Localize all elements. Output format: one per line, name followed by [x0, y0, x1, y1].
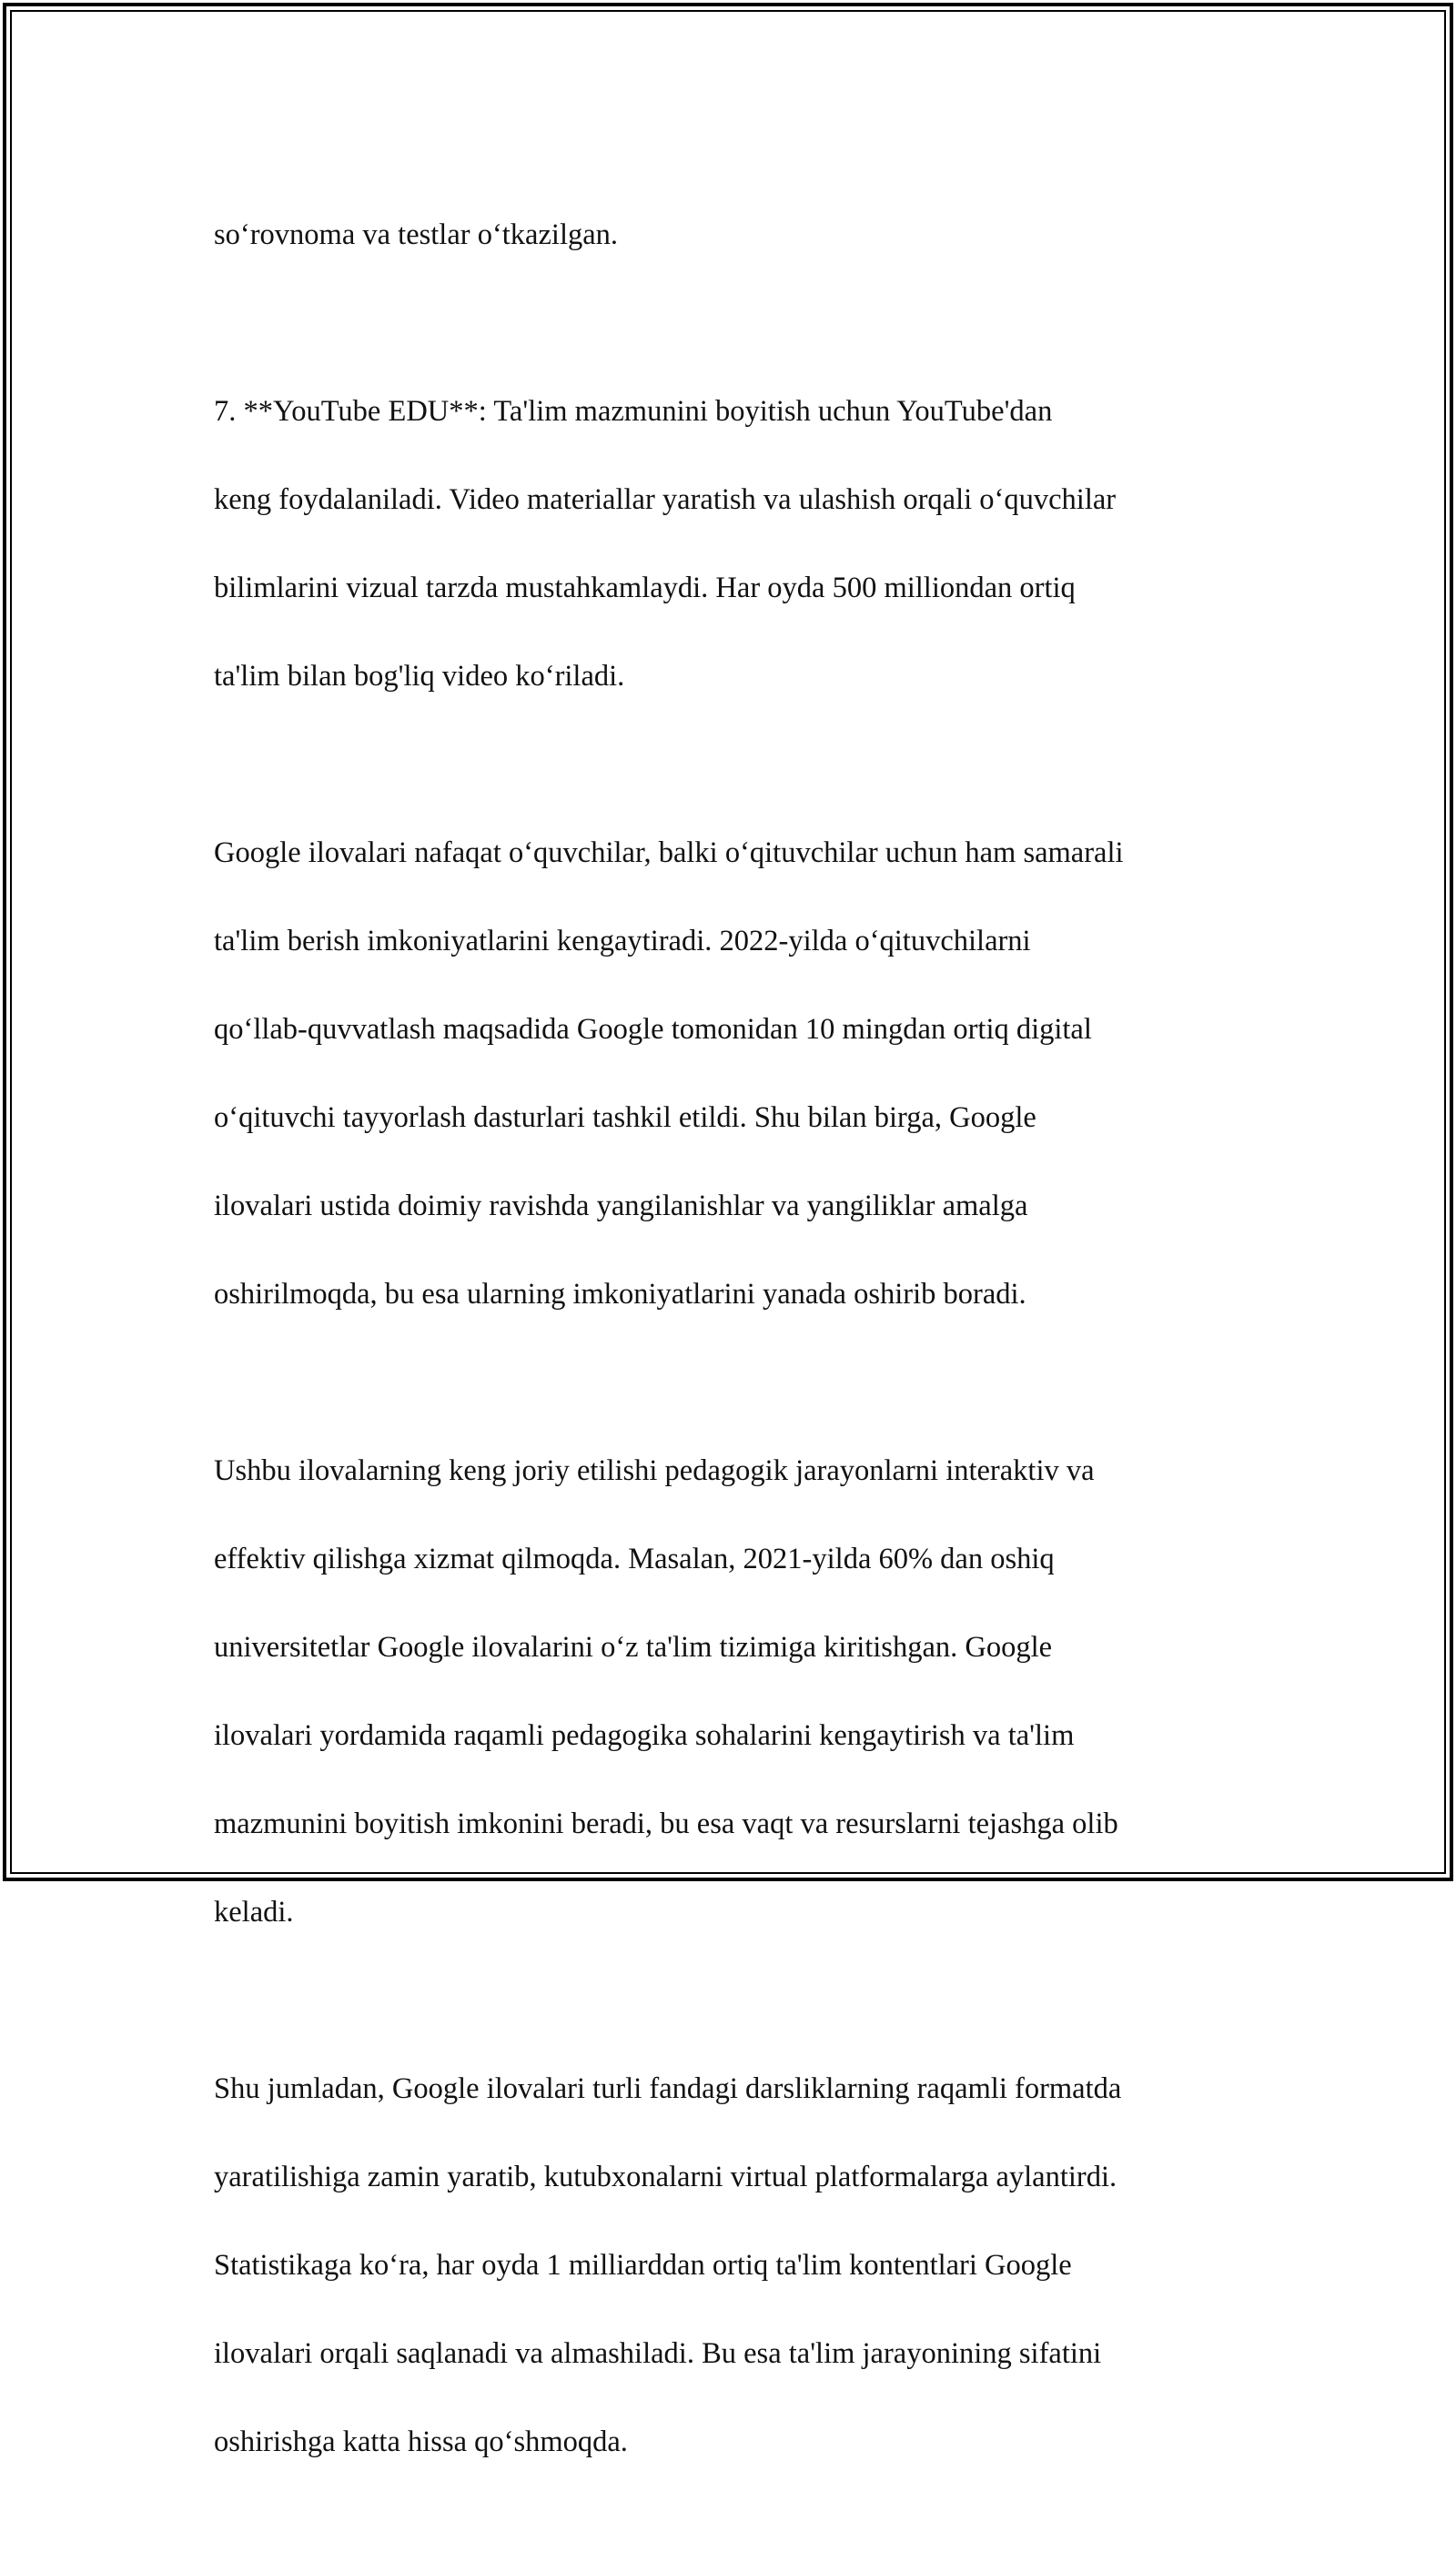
paragraph-university-adoption	[214, 1404, 1251, 1979]
text-line: Shu jumladan, Google ilovalari turli fandagi darsliklarning raqamli formatda	[214, 2071, 1122, 2105]
text-line: universitetlar Google ilovalarini o‘z ta'lim tizimiga kiritishgan. Google	[214, 1630, 1053, 1664]
text-line: o‘qituvchi tayyorlash dasturlari tashkil etildi. Shu bilan birga, Google	[214, 1100, 1036, 1134]
text-line: effektiv qilishga xizmat qilmoqda. Masalan, 2021-yilda 60% dan oshiq	[214, 1542, 1055, 1575]
text-line: ta'lim bilan bog'liq video ko‘riladi.	[214, 659, 625, 693]
text-line: bilimlarini vizual tarzda mustahkamlaydi. Har oyda 500 milliondan ortiq	[214, 571, 1076, 604]
text-line: so‘rovnoma va testlar o‘tkazilgan.	[214, 218, 619, 251]
text-line: keng foydalaniladi. Video materiallar yaratish va ulashish orqali o‘quvchilar	[214, 482, 1117, 516]
text-line: ilovalari ustida doimiy ravishda yangilanishlar va yangiliklar amalga	[214, 1189, 1028, 1222]
text-line: oshirilmoqda, bu esa ularning imkoniyatlarini yanada oshirib boradi.	[214, 1277, 1026, 1311]
paragraph-teacher-support	[214, 786, 1251, 1361]
text-line: mazmunini boyitish imkonini beradi, bu esa vaqt va resurslarni tejashga olib	[214, 1807, 1118, 1840]
text-line: ta'lim berish imkoniyatlarini kengaytiradi. 2022-yilda o‘qituvchilarni	[214, 924, 1031, 957]
text-line: 7. **YouTube EDU**: Ta'lim mazmunini boyitish uchun YouTube'dan	[214, 394, 1053, 428]
page-body	[214, 168, 1251, 2552]
text-line: Google ilovalari nafaqat o‘quvchilar, balki o‘qituvchilar uchun ham samarali	[214, 835, 1124, 869]
text-line: yaratilishiga zamin yaratib, kutubxonalarni virtual platformalarga aylantirdi.	[214, 2160, 1117, 2193]
text-line: oshirishga katta hissa qo‘shmoqda.	[214, 2425, 628, 2458]
text-line: ilovalari orqali saqlanadi va almashiladi. Bu esa ta'lim jarayonining sifatini	[214, 2336, 1102, 2370]
paragraph-digital-libraries	[214, 2022, 1251, 2508]
text-line: keladi.	[214, 1895, 294, 1929]
paragraph-survey-continuation	[214, 168, 1251, 301]
text-line: Ushbu ilovalarning keng joriy etilishi pedagogik jarayonlarni interaktiv va	[214, 1453, 1095, 1487]
text-line: qo‘llab-quvvatlash maqsadida Google tomonidan 10 mingdan ortiq digital	[214, 1012, 1092, 1046]
text-line: Statistikaga ko‘ra, har oyda 1 milliarddan ortiq ta'lim kontentlari Google	[214, 2248, 1072, 2282]
text-line: ilovalari yordamida raqamli pedagogika sohalarini kengaytirish va ta'lim	[214, 1718, 1075, 1752]
paragraph-youtube-edu	[214, 345, 1251, 743]
